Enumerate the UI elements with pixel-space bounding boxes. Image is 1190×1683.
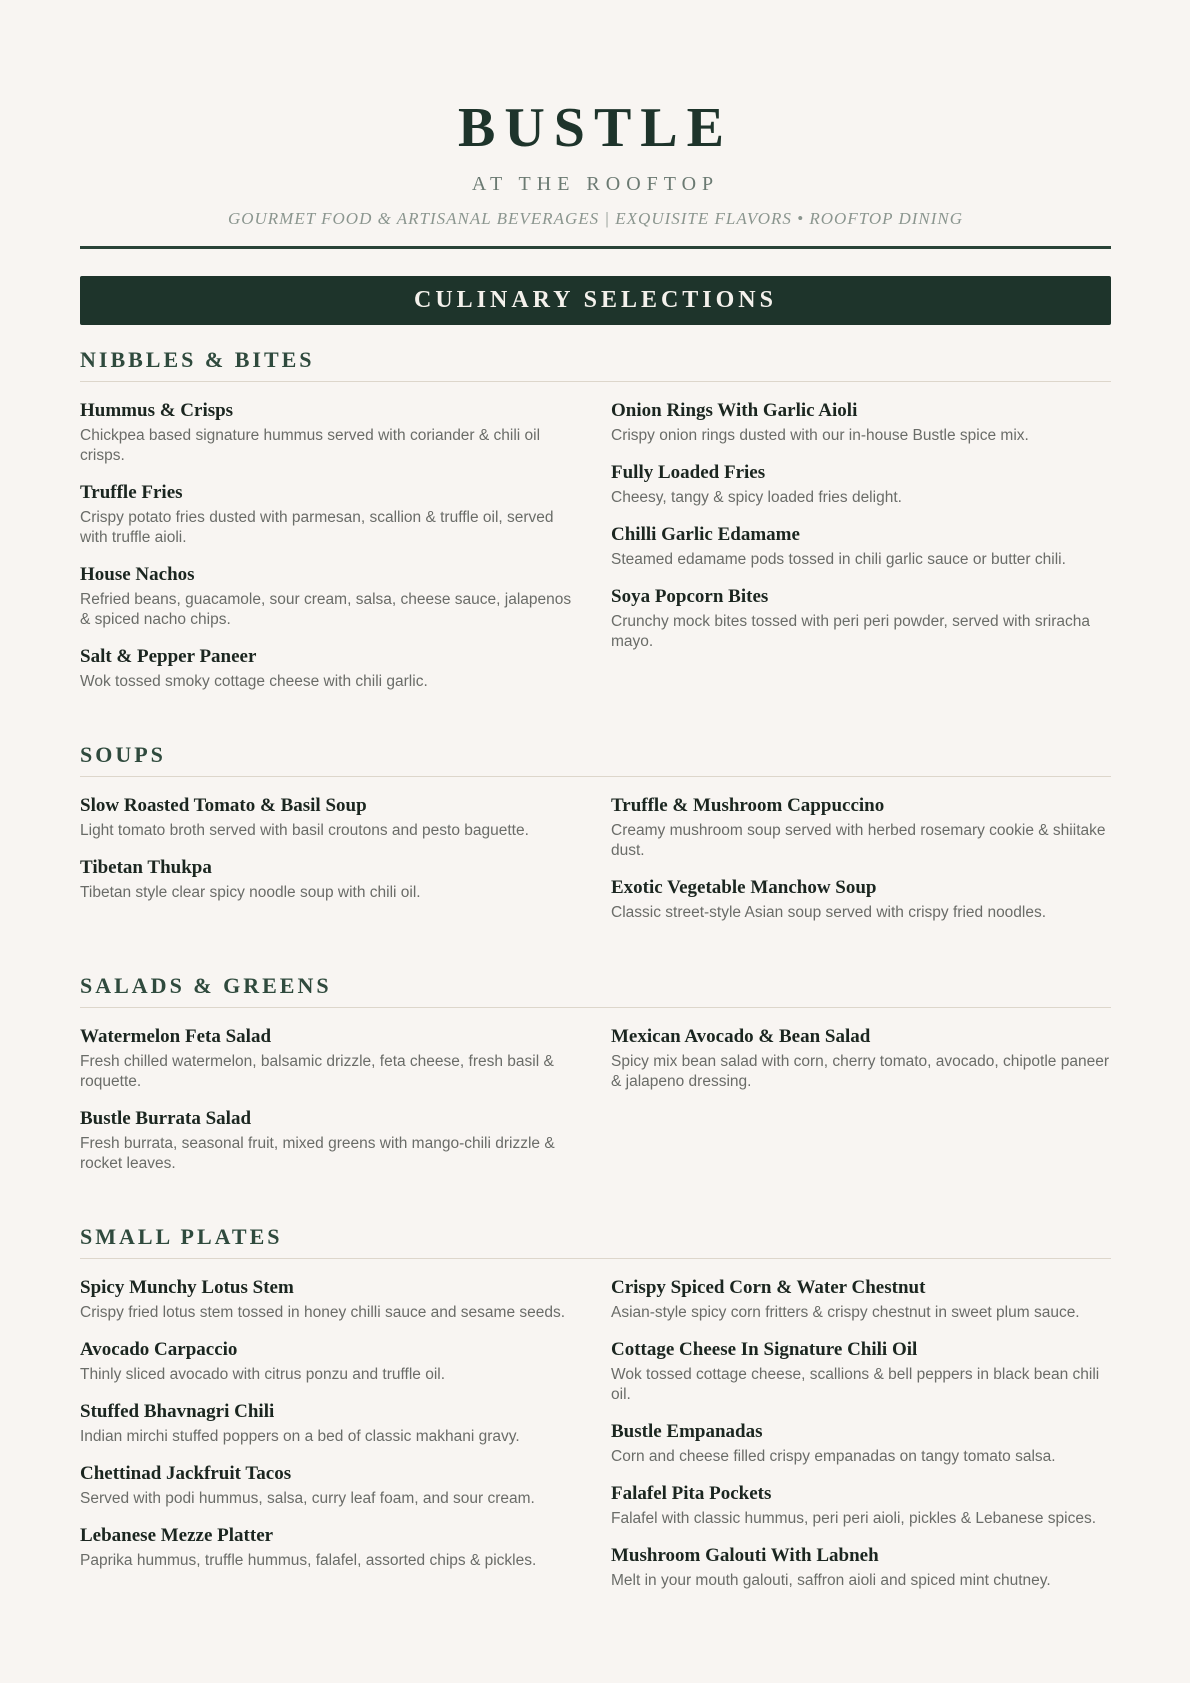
menu-item-description: Fresh burrata, seasonal fruit, mixed greens with mango-chili drizzle & rocket leaves. (80, 1135, 555, 1172)
menu-item-description: Paprika hummus, truffle hummus, falafel, assorted chips & pickles. (80, 1552, 537, 1569)
menu-column-right (611, 1026, 1111, 1190)
menu-item-name: Soya Popcorn Bites (611, 586, 769, 607)
section-columns (80, 400, 1111, 708)
menu-item (80, 1339, 580, 1385)
menu-item (611, 586, 1111, 652)
menu-item-name: Truffle Fries (80, 482, 183, 503)
menu-item-description: Wok tossed smoky cottage cheese with chili garlic. (80, 673, 428, 690)
menu-sections (80, 347, 1111, 1607)
menu-item-name: Bustle Empanadas (611, 1421, 763, 1442)
menu-item (611, 877, 1111, 923)
menu-item-description: Asian-style spicy corn fritters & crispy chestnut in sweet plum sauce. (611, 1304, 1080, 1321)
menu-item (80, 1277, 580, 1323)
menu-item (611, 1421, 1111, 1467)
menu-item-description: Classic street-style Asian soup served with crispy fried noodles. (611, 904, 1047, 921)
menu-item-description: Thinly sliced avocado with citrus ponzu and truffle oil. (80, 1366, 446, 1383)
menu-item-description: Light tomato broth served with basil croutons and pesto baguette. (80, 822, 529, 839)
menu-item-description: Tibetan style clear spicy noodle soup with chili oil. (80, 884, 421, 901)
menu-page (80, 0, 1111, 1607)
menu-item-name: Exotic Vegetable Manchow Soup (611, 877, 877, 898)
menu-item-name: Spicy Munchy Lotus Stem (80, 1277, 294, 1298)
menu-item-name: Bustle Burrata Salad (80, 1108, 252, 1129)
menu-item-name: Mexican Avocado & Bean Salad (611, 1026, 871, 1047)
menu-item-description: Wok tossed cottage cheese, scallions & bell peppers in black bean chili oil. (611, 1366, 1100, 1403)
menu-item-name: Stuffed Bhavnagri Chili (80, 1401, 275, 1422)
menu-item-name: Cottage Cheese In Signature Chili Oil (611, 1339, 918, 1360)
menu-item-description: Cheesy, tangy & spicy loaded fries delight. (611, 489, 902, 506)
menu-item (80, 646, 580, 692)
menu-item (80, 1401, 580, 1447)
menu-item (80, 564, 580, 630)
section-columns (80, 795, 1111, 939)
menu-item-name: Chettinad Jackfruit Tacos (80, 1463, 292, 1484)
menu-section (80, 973, 1111, 1190)
menu-item (611, 1277, 1111, 1323)
menu-item (611, 1545, 1111, 1591)
menu-item-name: House Nachos (80, 564, 195, 585)
menu-item-name: Slow Roasted Tomato & Basil Soup (80, 795, 367, 816)
menu-item-name: Fully Loaded Fries (611, 462, 766, 483)
menu-item (80, 857, 580, 903)
brand-subtitle: AT THE ROOFTOP (471, 173, 720, 195)
menu-item-name: Mushroom Galouti With Labneh (611, 1545, 879, 1566)
menu-item-description: Crispy fried lotus stem tossed in honey chilli sauce and sesame seeds. (80, 1304, 566, 1321)
menu-column-left (80, 400, 580, 708)
menu-item (80, 1026, 580, 1092)
menu-item-description: Crunchy mock bites tossed with peri peri powder, served with sriracha mayo. (611, 613, 1090, 650)
section-columns (80, 1026, 1111, 1190)
menu-item-description: Fresh chilled watermelon, balsamic drizzle, feta cheese, fresh basil & roquette. (80, 1053, 554, 1090)
menu-item-description: Falafel with classic hummus, peri peri aioli, pickles & Lebanese spices. (611, 1510, 1097, 1527)
menu-item (80, 1108, 580, 1174)
menu-item (80, 795, 580, 841)
brand-tagline: GOURMET FOOD & ARTISANAL BEVERAGES | EXQUISITE FLAVORS • ROOFTOP DINING (227, 209, 964, 228)
menu-item-name: Chilli Garlic Edamame (611, 524, 800, 545)
menu-column-left (80, 1277, 580, 1607)
menu-item-description: Steamed edamame pods tossed in chili garlic sauce or butter chili. (611, 551, 1066, 568)
menu-item-name: Watermelon Feta Salad (80, 1026, 272, 1047)
section-title: SOUPS (80, 742, 1111, 777)
menu-item (80, 1525, 580, 1571)
menu-item (80, 482, 580, 548)
menu-item-name: Onion Rings With Garlic Aioli (611, 400, 858, 421)
section-title: NIBBLES & BITES (80, 347, 1111, 382)
menu-column-left (80, 795, 580, 939)
menu-section (80, 347, 1111, 708)
menu-item (611, 795, 1111, 861)
section-columns (80, 1277, 1111, 1607)
menu-item-name: Lebanese Mezze Platter (80, 1525, 274, 1546)
menu-item (611, 1483, 1111, 1529)
section-title: SALADS & GREENS (80, 973, 1111, 1008)
menu-item-description: Crispy potato fries dusted with parmesan, scallion & truffle oil, served with truffle aioli. (80, 509, 554, 546)
menu-column-right (611, 400, 1111, 708)
menu-item-description: Spicy mix bean salad with corn, cherry tomato, avocado, chipotle paneer & jalapeno dressing. (611, 1053, 1109, 1090)
menu-item (80, 400, 580, 466)
menu-item-name: Avocado Carpaccio (80, 1339, 238, 1360)
menu-item-description: Refried beans, guacamole, sour cream, salsa, cheese sauce, jalapenos & spiced nacho chips. (80, 591, 572, 628)
header-divider (80, 246, 1111, 249)
menu-item-name: Falafel Pita Pockets (611, 1483, 772, 1504)
menu-item-name: Crispy Spiced Corn & Water Chestnut (611, 1277, 926, 1298)
menu-item-description: Crispy onion rings dusted with our in-house Bustle spice mix. (611, 427, 1029, 444)
brand-title: BUSTLE (458, 97, 733, 159)
menu-column-right (611, 1277, 1111, 1607)
menu-item (611, 1026, 1111, 1092)
menu-item-name: Tibetan Thukpa (80, 857, 212, 878)
section-banner: CULINARY SELECTIONS (80, 276, 1111, 325)
menu-item-description: Indian mirchi stuffed poppers on a bed of classic makhani gravy. (80, 1428, 520, 1445)
menu-section (80, 742, 1111, 939)
menu-item-description: Corn and cheese filled crispy empanadas on tangy tomato salsa. (611, 1448, 1056, 1465)
menu-item (611, 524, 1111, 570)
menu-item (80, 1463, 580, 1509)
section-title: SMALL PLATES (80, 1224, 1111, 1259)
menu-item (611, 462, 1111, 508)
menu-item (611, 400, 1111, 446)
menu-item-name: Truffle & Mushroom Cappuccino (611, 795, 885, 816)
menu-item-name: Hummus & Crisps (80, 400, 234, 421)
menu-item (611, 1339, 1111, 1405)
menu-column-right (611, 795, 1111, 939)
menu-item-name: Salt & Pepper Paneer (80, 646, 257, 667)
menu-section (80, 1224, 1111, 1607)
menu-item-description: Chickpea based signature hummus served with coriander & chili oil crisps. (80, 427, 541, 464)
menu-item-description: Creamy mushroom soup served with herbed rosemary cookie & shiitake dust. (611, 822, 1106, 859)
menu-item-description: Melt in your mouth galouti, saffron aioli and spiced mint chutney. (611, 1572, 1051, 1589)
menu-column-left (80, 1026, 580, 1190)
menu-item-description: Served with podi hummus, salsa, curry leaf foam, and sour cream. (80, 1490, 535, 1507)
